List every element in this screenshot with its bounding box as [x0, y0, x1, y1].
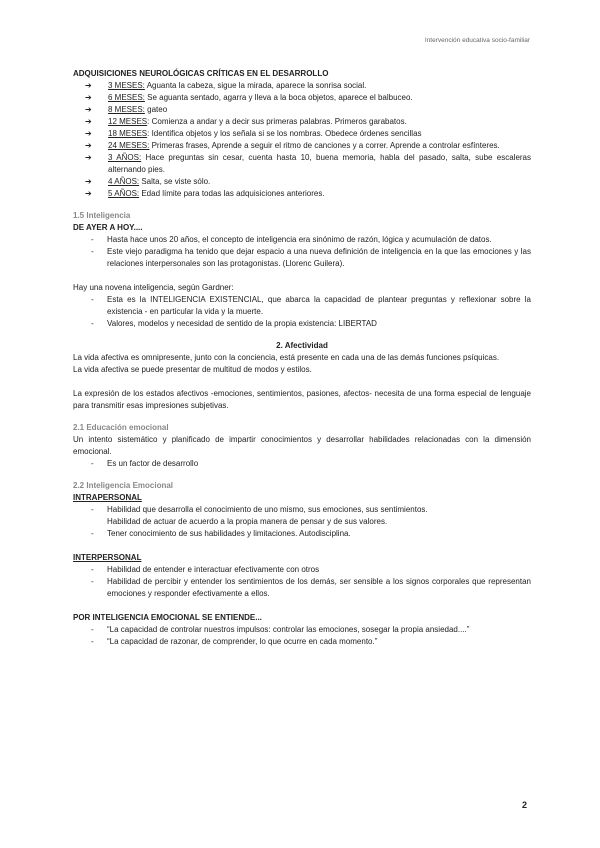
- section-title-inteligencia-emocional: 2.2 Inteligencia Emocional: [73, 481, 174, 490]
- arrow-right-icon: ➔: [85, 81, 92, 90]
- page-header: Intervención educativa socio-familiar: [424, 37, 530, 44]
- list-item: ➔ 3 MESES: Aguanta la cabeza, sigue la mirada, aparece la sonrisa social.: [85, 81, 367, 90]
- list-item: - “La capacidad de controlar nuestros impulsos: controlar las emociones, sosegar la propia ansiedad....”: [91, 625, 470, 634]
- list-item: ➔ 18 MESES: Identifica objetos y los señala si se los nombras. Obedece órdenes sencillas: [85, 129, 422, 138]
- por-list: [73, 624, 531, 648]
- page-number: 2: [521, 800, 527, 810]
- list-item: - “La capacidad de razonar, de comprender, lo que ocurre en cada momento.”: [91, 637, 378, 646]
- inter-list: [73, 564, 531, 600]
- adq-list: [73, 80, 531, 200]
- arrow-right-icon: ➔: [85, 117, 92, 126]
- gardner-list: [73, 294, 531, 330]
- arrow-right-icon: ➔: [85, 93, 92, 102]
- interpersonal-title: INTERPERSONAL: [73, 553, 142, 562]
- list-item: - Habilidad de percibir y entender los sentimientos de los demás, ser sensible a los signos corporales que representan emociones y responder efectivamente a ellos.: [91, 577, 531, 598]
- arrow-right-icon: ➔: [85, 129, 92, 138]
- arrow-right-icon: ➔: [85, 189, 92, 198]
- list-item: ➔ 3 AÑOS: Hace preguntas sin cesar, cuenta hasta 10, buena memoria, habla del pasado, salta, sube escaleras alternando pies.: [85, 153, 532, 174]
- list-item: ➔ 5 AÑOS: Edad límite para todas las adquisiciones anteriores.: [85, 189, 325, 198]
- por-inteligencia-title: POR INTELIGENCIA EMOCIONAL SE ENTIENDE...: [73, 613, 262, 622]
- section-title-educacion-emocional: 2.1 Educación emocional: [73, 423, 169, 432]
- list-item: ➔ 6 MESES: Se aguanta sentado, agarra y lleva a la boca objetos, aparece el balbuceo.: [85, 93, 413, 102]
- list-item: ➔ 8 MESES: gateo: [85, 105, 168, 114]
- arrow-right-icon: ➔: [85, 141, 92, 150]
- intra-list: [73, 504, 531, 540]
- edu-list: [73, 458, 531, 470]
- intrapersonal-title: INTRAPERSONAL: [73, 493, 142, 502]
- list-item: ➔ 4 AÑOS: Salta, se viste sólo.: [85, 177, 211, 186]
- paragraph: La expresión de los estados afectivos -emociones, sentimientos, pasiones, afectos- necesita de una forma especial de lenguaje para transmitir esas impresiones subjetivas.: [73, 389, 531, 410]
- list-item: - Este viejo paradigma ha tenido que dejar espacio a una nueva definición de inteligencia en la que las emociones y las relaciones interpersonales son las protagonistas. (Llorenc Guilera).: [91, 247, 531, 268]
- paragraph: La vida afectiva se puede presentar de multitud de modos y estilos.: [73, 365, 312, 374]
- gardner-intro: Hay una novena inteligencia, según Gardner:: [73, 283, 234, 292]
- list-item: - Habilidad de entender e interactuar efectivamente con otros: [91, 565, 320, 574]
- adq-title: ADQUISICIONES NEUROLÓGICAS CRÍTICAS EN EL DESARROLLO: [73, 69, 329, 78]
- list-item: - Habilidad que desarrolla el conocimiento de uno mismo, sus emociones, sus sentimientos. Habilidad de actuar de acuerdo a la propia manera de pensar y de sus valores.: [91, 505, 428, 526]
- list-item: - Hasta hace unos 20 años, el concepto de inteligencia era sinónimo de razón, lógica y acumulación de datos.: [91, 235, 492, 244]
- list-item: - Esta es la INTELIGENCIA EXISTENCIAL, que abarca la capacidad de plantear preguntas y reflexionar sobre la existencia - en particular la vida y la muerte.: [91, 295, 531, 316]
- paragraph: Un intento sistemático y planificado de impartir conocimientos y desarrollar habilidades relacionadas con la dimensión emocional.: [73, 435, 531, 456]
- section-title-inteligencia: 1.5 Inteligencia: [73, 211, 131, 220]
- list-item: ➔ 12 MESES: Comienza a andar y a decir sus primeras palabras. Primeros garabatos.: [85, 117, 407, 126]
- list-item: - Valores, modelos y necesidad de sentido de la propia existencia: LIBERTAD: [91, 319, 377, 328]
- page-content: [73, 68, 531, 648]
- list-item: ➔ 24 MESES: Primeras frases, Aprende a seguir el ritmo de canciones y a correr. Aprende a controlar esfínteres.: [85, 141, 500, 150]
- section-title-afectividad: 2. Afectividad: [276, 341, 328, 350]
- paragraph: La vida afectiva es omnipresente, junto con la conciencia, está presente en cada una de las demás funciones psíquicas.: [73, 353, 500, 362]
- list-item: - Es un factor de desarrollo: [91, 459, 199, 468]
- intel-list: [73, 234, 531, 270]
- arrow-right-icon: ➔: [85, 177, 92, 186]
- arrow-right-icon: ➔: [85, 153, 92, 162]
- subtitle-de-ayer-a-hoy: DE AYER A HOY....: [73, 223, 143, 232]
- list-item: - Tener conocimiento de sus habilidades y limitaciones. Autodisciplina.: [91, 529, 351, 538]
- arrow-right-icon: ➔: [85, 105, 92, 114]
